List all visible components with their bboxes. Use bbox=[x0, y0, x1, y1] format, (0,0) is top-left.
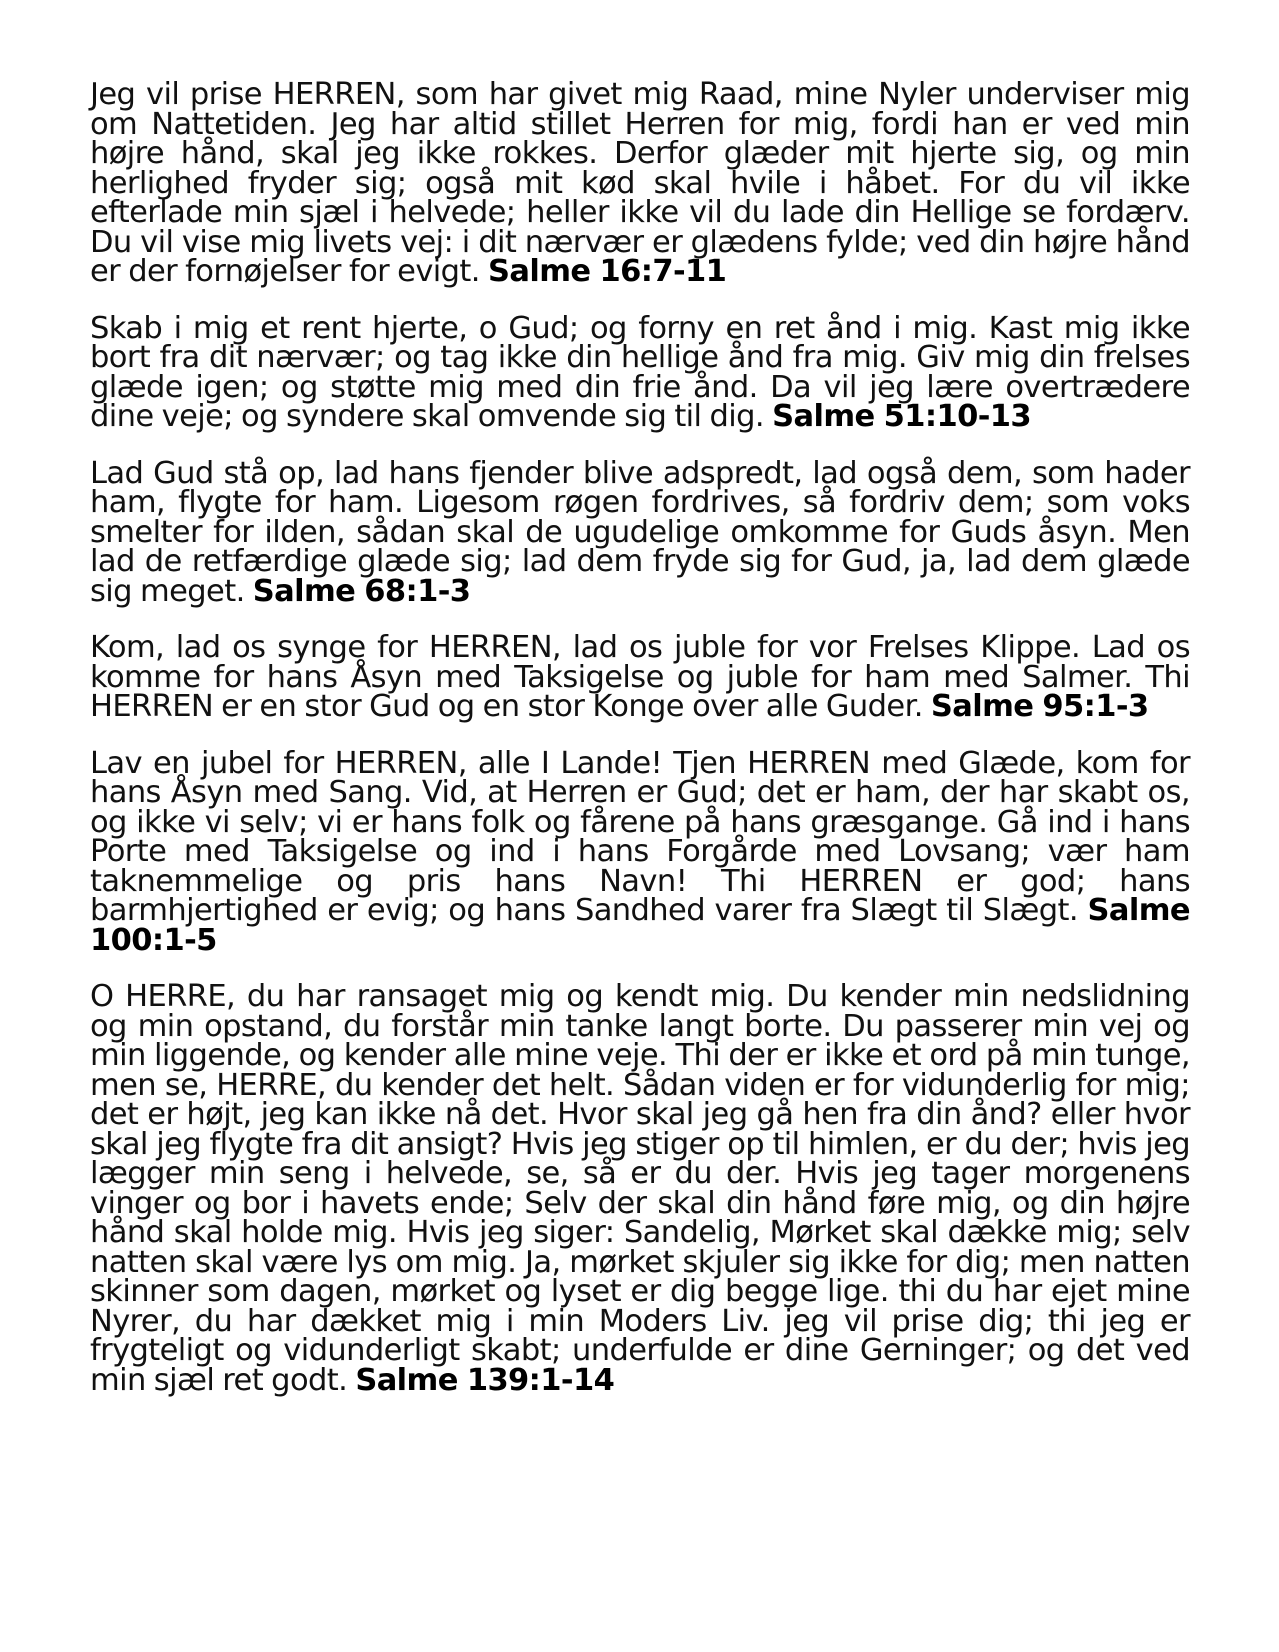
passage-text: Lad Gud stå op, lad hans fjender blive adspredt, lad også dem, som hader ham, flygte for ham. Ligesom røgen fordrives, så fordriv dem; som voks smelter for ilden, sådan skal de ugudelige omkomme for Guds åsyn. Men lad de retfærdige glæde sig; lad dem fryde sig for Gud, ja, lad dem glæde sig meget. bbox=[90, 455, 1190, 609]
passage-text: O HERRE, du har ransaget mig og kendt mig. Du kender min nedslidning og min opstand, du forstår min tanke langt borte. Du passerer min vej og min liggende, og kender alle mine veje. Thi der er ikke et ord på min tunge, men se, HERRE, du kender det helt. Sådan viden er for vidunderlig for mig; det er højt, jeg kan ikke nå det. Hvor skal jeg gå hen fra din ånd? eller hvor skal jeg flygte fra dit ansigt? Hvis jeg stiger op til himlen, er du der; hvis jeg lægger min seng i helvede, se, så er du der. Hvis jeg tager morgenens vinger og bor i havets ende; Selv der skal din hånd føre mig, og din højre hånd skal holde mig. Hvis jeg siger: Sandelig, Mørket skal dække mig; selv natten skal være lys om mig. Ja, mørket skjuler sig ikke for dig; men natten skinner som dagen, mørket og lyset er dig begge lige. thi du har ejet mine Nyrer, du har dækket mig i min Moders Liv. jeg vil prise dig; thi jeg er frygteligt og vidunderligt skabt; underfulde er dine Gerninger; og det ved min sjæl ret godt. bbox=[90, 979, 1190, 1398]
passage-reference: Salme 100:1-5 bbox=[90, 893, 1190, 958]
passage-text: Kom, lad os synge for HERREN, lad os juble for vor Frelses Klippe. Lad os komme for hans Åsyn med Taksigelse og juble for ham med Salmer. Thi HERREN er en stor Gud og en stor Konge over alle Guder. bbox=[90, 630, 1190, 724]
passage-psalm-16 bbox=[90, 77, 1190, 289]
passage-text: Skab i mig et rent hjerte, o Gud; og forny en ret ånd i mig. Kast mig ikke bort fra dit nærvær; og tag ikke din hellige ånd fra mig. Giv mig din frelses glæde igen; og støtte mig med din frie ånd. Da vil jeg lære overtrædere dine veje; og syndere skal omvende sig til dig. bbox=[90, 310, 1190, 434]
passage-text: Jeg vil prise HERREN, som har givet mig Raad, mine Nyler underviser mig om Nattetiden. Jeg har altid stillet Herren for mig, fordi han er ved min højre hånd, skal jeg ikke rokkes. Derfor glæder mit hjerte sig, og min herlighed fryder sig; også mit kød skal hvile i håbet. For du vil ikke efterlade min sjæl i helvede; heller ikke vil du lade din Hellige se fordærv. Du vil vise mig livets vej: i dit nærvær er glædens fylde; ved din højre hånd er der fornøjelser for evigt. bbox=[90, 77, 1190, 289]
passage-reference: Salme 139:1-14 bbox=[355, 1362, 615, 1398]
scripture-page bbox=[90, 77, 1190, 1422]
passage-reference: Salme 95:1-3 bbox=[930, 689, 1149, 724]
passage-text: Lav en jubel for HERREN, alle I Lande! Tjen HERREN med Glæde, kom for hans Åsyn med Sang. Vid, at Herren er Gud; det er ham, der har skabt os, og ikke vi selv; vi er hans folk og fårene på hans græsgange. Gå ind i hans Porte med Taksigelse og ind i hans Forgårde med Lovsang; vær ham taknemmelige og pris hans Navn! Thi HERREN er god; hans barmhjertighed er evig; og hans Sandhed varer fra Slægt til Slægt. bbox=[90, 745, 1190, 928]
passage-reference: Salme 68:1-3 bbox=[252, 573, 471, 609]
passage-reference: Salme 51:10-13 bbox=[772, 399, 1032, 434]
passage-psalm-68 bbox=[90, 455, 1190, 609]
passage-psalm-139 bbox=[90, 979, 1190, 1398]
passage-reference: Salme 16:7-11 bbox=[488, 254, 727, 289]
passage-psalm-95 bbox=[90, 630, 1190, 724]
passage-psalm-100 bbox=[90, 745, 1190, 958]
passage-psalm-51 bbox=[90, 310, 1190, 434]
